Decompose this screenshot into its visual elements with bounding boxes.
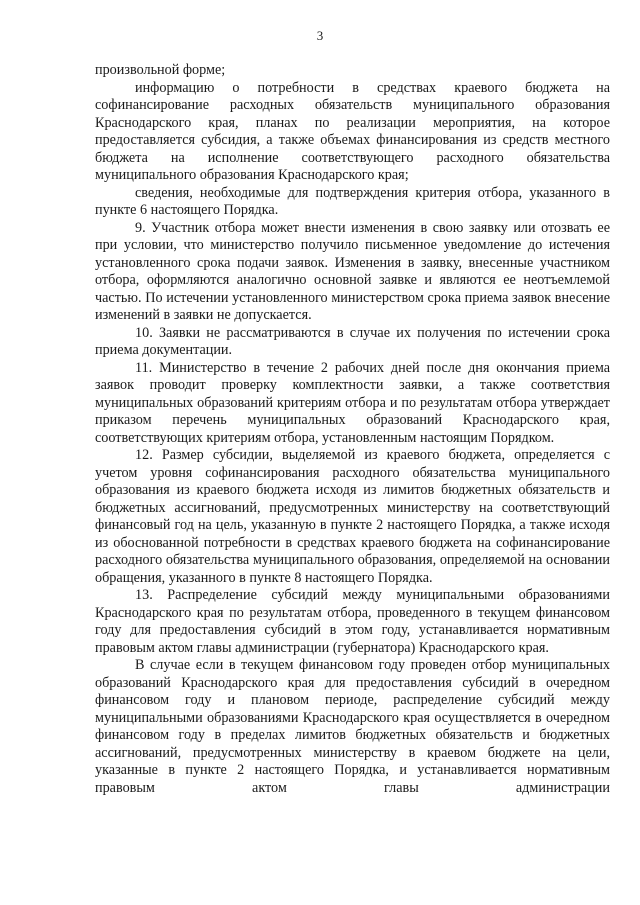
paragraph-clause-9: 9. Участник отбора может внести изменения в свою заявку или отозвать ее при условии, что министерство получило письменное уведомление до истечения установленного срока подачи заявок. Изменения в заявку, внесенные участником отбора, оформляются аналогично основной заявке и являются ее неотъемлемой частью. По истечении установленного министерством срока приема заявок внесение изменений в заявки не допускается. (95, 219, 610, 323)
paragraph-budget-info: информацию о потребности в средствах краевого бюджета на софинансирование расходных обязательств муниципального образования Краснодарского края, планах по реализации мероприятия, на которое предоставляется субсидия, а также объемах финансирования из средств местного бюджета на исполнение соответствующего расходного обязательства муниципального образования Краснодарского края; (95, 79, 610, 183)
document-body (95, 62, 610, 797)
paragraph-clause-13: 13. Распределение субсидий между муниципальными образованиями Краснодарского края по результатам отбора, проведенного в текущем финансовом году для предоставления субсидий в этом году, устанавливается нормативным правовым актом главы администрации (губернатора) Краснодарского края. (95, 587, 610, 656)
paragraph-clause-10: 10. Заявки не рассматриваются в случае их получения по истечении срока приема документации. (95, 324, 610, 358)
page-number: 3 (316, 28, 324, 43)
paragraph-clause-11: 11. Министерство в течение 2 рабочих дней после дня окончания приема заявок проводит проверку комплектности заявки, а также соответствия муниципальных образований критериям отбора и по результатам отбора утверждает приказом перечень муниципальных образований Краснодарского края, соответствующих критериям отбора, установленным настоящим Порядком. (95, 359, 610, 446)
paragraph-criteria-info: сведения, необходимые для подтверждения критерия отбора, указанного в пункте 6 настоящего Порядка. (95, 184, 610, 218)
paragraph-continuation: произвольной форме; (95, 62, 226, 78)
paragraph-clause-13-continued: В случае если в текущем финансовом году проведен отбор муниципальных образований Краснодарского края для предоставления субсидий в очередном финансовом году и плановом периоде, распределение субсидий между муниципальными образованиями Краснодарского края осуществляется в очередном финансовом году в пределах лимитов бюджетных обязательств и бюджетных ассигнований, предусмотренных министерству в краевом бюджете на цели, указанные в пункте 2 настоящего Порядка, и устанавливается нормативным правовым актом главы администрации (95, 657, 610, 796)
paragraph-clause-12: 12. Размер субсидии, выделяемой из краевого бюджета, определяется с учетом уровня софинансирования расходного обязательства муниципального образования из краевого бюджета исходя из лимитов бюджетных обязательств и бюджетных ассигнований, предусмотренных министерству на соответствующий финансовый год на цель, указанную в пункте 2 настоящего Порядка, а также исходя из обоснованной потребности в средствах краевого бюджета на софинансирование расходного обязательства муниципального образования, определяемой на основании обращения, указанного в пункте 8 настоящего Порядка. (95, 447, 610, 586)
